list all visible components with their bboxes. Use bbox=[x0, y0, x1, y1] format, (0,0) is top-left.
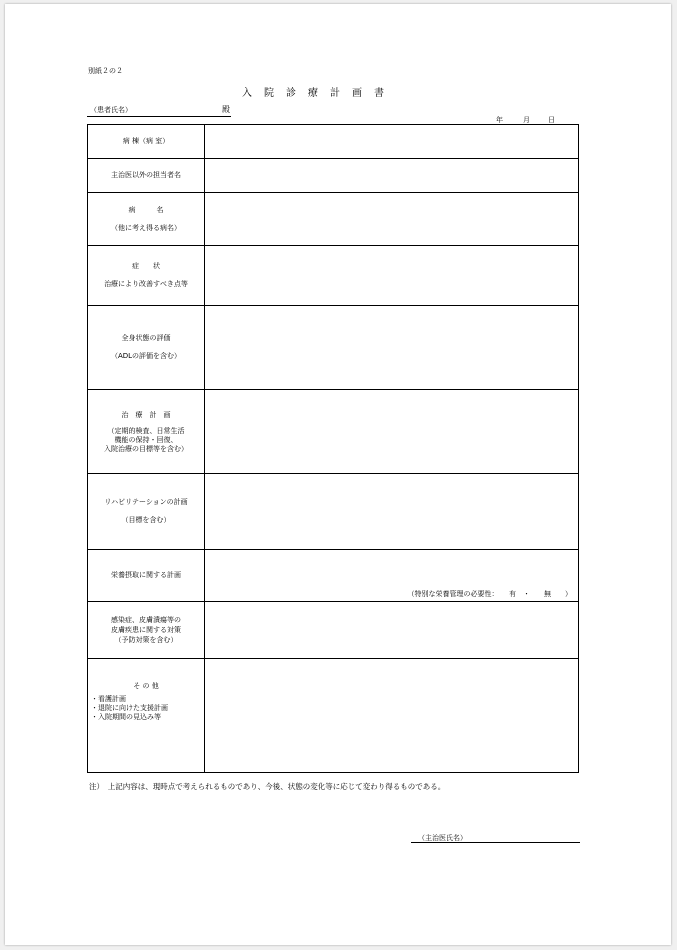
date-month: 月 bbox=[523, 116, 530, 124]
general-condition-label: 全身状態の評価 （ADLの評価を含む） bbox=[88, 306, 205, 390]
staff-field[interactable] bbox=[205, 159, 579, 193]
table-row bbox=[88, 659, 579, 773]
general-condition-field[interactable] bbox=[205, 306, 579, 390]
nutrition-need-note: （特別な栄養管理の必要性： 有 ・ 無 ） bbox=[407, 590, 572, 598]
table-row bbox=[88, 125, 579, 159]
staff-label: 主治医以外の担当者名 bbox=[88, 159, 205, 193]
other-label: そ の 他 ・看護計画 ・退院に向けた支援計画 ・入院期間の見込み等 bbox=[88, 659, 205, 773]
table-row bbox=[88, 306, 579, 390]
form-number: 別紙２の２ bbox=[88, 67, 123, 75]
rehab-plan-field[interactable] bbox=[205, 474, 579, 550]
table-row bbox=[88, 390, 579, 474]
disease-field[interactable] bbox=[205, 193, 579, 246]
ward-field[interactable] bbox=[205, 125, 579, 159]
table-row bbox=[88, 246, 579, 306]
treatment-plan-label: 治 療 計 画 （定期的検査、日常生活 機能の保持・回復、 入院治療の目標等を含む） bbox=[88, 390, 205, 474]
nutrition-plan-field[interactable] bbox=[205, 550, 579, 602]
table-row bbox=[88, 193, 579, 246]
symptoms-label: 症 状 治療により改善すべき点等 bbox=[88, 246, 205, 306]
table-row bbox=[88, 602, 579, 659]
nutrition-plan-label: 栄養摂取に関する計画 bbox=[88, 550, 205, 602]
table-row bbox=[88, 550, 579, 602]
infection-label: 感染症、皮膚潰瘍等の 皮膚疾患に関する対策 （予防対策を含む） bbox=[88, 602, 205, 659]
disease-label: 病 名 （他に考え得る病名） bbox=[88, 193, 205, 246]
table-row bbox=[88, 474, 579, 550]
honorific: 殿 bbox=[222, 105, 230, 114]
other-field[interactable] bbox=[205, 659, 579, 773]
symptoms-field[interactable] bbox=[205, 246, 579, 306]
date-day: 日 bbox=[548, 116, 555, 124]
date-year: 年 bbox=[496, 116, 503, 124]
doctor-name-label: （主治医氏名） bbox=[418, 834, 467, 842]
form-title: 入院診療計画書 bbox=[242, 88, 396, 99]
infection-field[interactable] bbox=[205, 602, 579, 659]
disclaimer-note: 注） 上記内容は、現時点で考えられるものであり、今後、状態の変化等に応じて変わり得るものである。 bbox=[89, 782, 446, 791]
doctor-name-line bbox=[411, 842, 580, 843]
treatment-plan-field[interactable] bbox=[205, 390, 579, 474]
plan-table bbox=[87, 124, 579, 773]
patient-name-label: （患者氏名） bbox=[90, 106, 132, 114]
patient-name-line bbox=[87, 116, 231, 117]
ward-label: 病 棟（病 室） bbox=[88, 125, 205, 159]
document-page bbox=[5, 4, 671, 945]
table-row bbox=[88, 159, 579, 193]
rehab-plan-label: リハビリテーションの計画 （目標を含む） bbox=[88, 474, 205, 550]
